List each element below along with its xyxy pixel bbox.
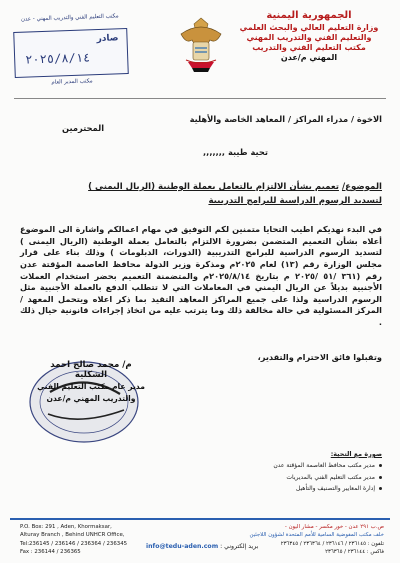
subject-line [22, 182, 382, 192]
signature-block [36, 360, 146, 404]
ministry-line-1: وزارة التعليم العالي والبحث العلمي [239, 22, 379, 32]
greeting: تحية طيبة ,,,,,,, [203, 147, 268, 157]
subject-label: الموضوع/ [341, 182, 382, 192]
footer-ar-fax: فاكس : ٢٣٦١٤٤ / ٢٣٦٣٦٥ [325, 549, 384, 556]
signatory-name: م/ محمد صالح احمد الشكلية [50, 360, 132, 380]
footer-address-2: Alturay Branch , Behind UNHCR Office, [20, 532, 125, 539]
outgoing-stamp [13, 13, 129, 86]
bullet-icon [379, 487, 382, 490]
letterhead [234, 10, 384, 63]
footer-fax: Fax : 236144 / 236365 [20, 549, 81, 556]
footer-ar-tel: تلفون : ٢٣٦١٤٥ / ٢٣٦١٤٦ / ٢٣٦٣٦٤ / ٢٣٦٣٤٥ [280, 540, 384, 547]
signatory-title-1: مدير عام مكتب التعليم الفني [37, 382, 145, 391]
subject-text-2: لتسديد الرسوم الدراسية للبرامج التدريبية [208, 196, 382, 206]
footer-ar-address-2: خلف مكتب المفوضية السامية للأمم المتحدة لشؤون اللاجئين [249, 532, 384, 539]
yemen-eagle-emblem-icon [176, 14, 226, 76]
closing: وتقبلوا فائق الاحترام والتقدير، [257, 352, 382, 362]
addressee: الاخوة / مدراء المراكز / المعاهد الخاصة والأهلية [189, 114, 382, 124]
footer-ar-address-1: ص.ب ٢٩١ عدن - خور مكسر - مشار اليون - [284, 524, 384, 530]
email-label: بريد إلكتروني : [220, 543, 259, 550]
stamp-office-text: مكتب التعليم الفني والتدريب المهني - عدن [20, 13, 119, 23]
ministry-line-2: والتعليم الفني والتدريب المهني [246, 32, 372, 42]
footer-contact-en [20, 523, 160, 557]
stamp-date: ٢٠٢٥/٨/١٤ [24, 50, 91, 67]
footer-contact-ar [214, 523, 384, 557]
subject-text-1: تعميم بشأن الالتزام بالتعامل بعملة الوطنية (الريال اليمنى ) [88, 182, 339, 192]
copies-heading: صورة مع التحية: [330, 450, 382, 458]
bullet-icon [379, 476, 382, 479]
footer-tel: Tel:236145 / 236146 / 236364 / 236345 [20, 540, 128, 547]
respected-label: المحترمين [62, 123, 105, 133]
bullet-icon [379, 464, 382, 467]
copies-list [232, 448, 382, 494]
footer-address-1: P.O. Box: 291 , Aden, Khormaksar, [20, 524, 112, 530]
copy-item: إدارة المعايير والتصنيف والتأهيل [232, 483, 382, 494]
stamp-label: صادر [96, 33, 119, 45]
office-line-2: المهني م/عدن [280, 52, 338, 62]
country-name: الجمهورية اليمنية [266, 10, 352, 21]
copy-item: مدير مكتب محافظ العاصمة المؤقتة عدن [232, 460, 382, 471]
footer-divider [10, 518, 390, 520]
office-line-1: مكتب التعليم الفني والتدريب [252, 42, 366, 52]
copy-item: مدير مكتب التعليم الفني بالمديريات [232, 472, 382, 483]
stamp-footer-text: مكتب المدير العام [51, 78, 93, 86]
email-link[interactable]: info@tedu-aden.com [146, 543, 219, 550]
header-divider [14, 98, 386, 99]
letter-body: في البدء نهديكم اطيب التحايا متمنين لكم التوفيق في مهام اعمالكم واشارة الى الموضوع أعلاه بشأن التعميم المتضمن بضرورة الالتزام بالتعامل بعملة الوطنية (الريال اليمنى ) لتسديد الرسوم الدراسية للبرامج التدريبية (الدورات، الدبلومات ) وذلك بناء على قرار مجلس الوزارة رقم (١٣) لعام ٢٠٢٥م ومذكرة وزير الدولة محافظ العاصمة المؤقتة عدن رقم (٣٦١ /٥١ /٢٠٢٥ م بتاريخ ٢٠٢٥/٨/١٤م والمتضمنة التعميم بحضر استخدام العملات الأجنبية بديلاً عن الريال اليمني في المعاملات التي لا تتطلب الدفع بالعملة الأجنبية مثل الرسوم الدراسية ولذا على جميع المراكز المعاهد التقيد بما ذكر اعلاه ويتحمل المعهد / المركز المسئولية في حالة مخالفة ذلك وما يترتب عليه من اتخاذ إجراءات قانونية حيال ذلك . [20, 224, 382, 328]
signatory-title-2: والتدريب المهني م/عدن [46, 393, 136, 403]
